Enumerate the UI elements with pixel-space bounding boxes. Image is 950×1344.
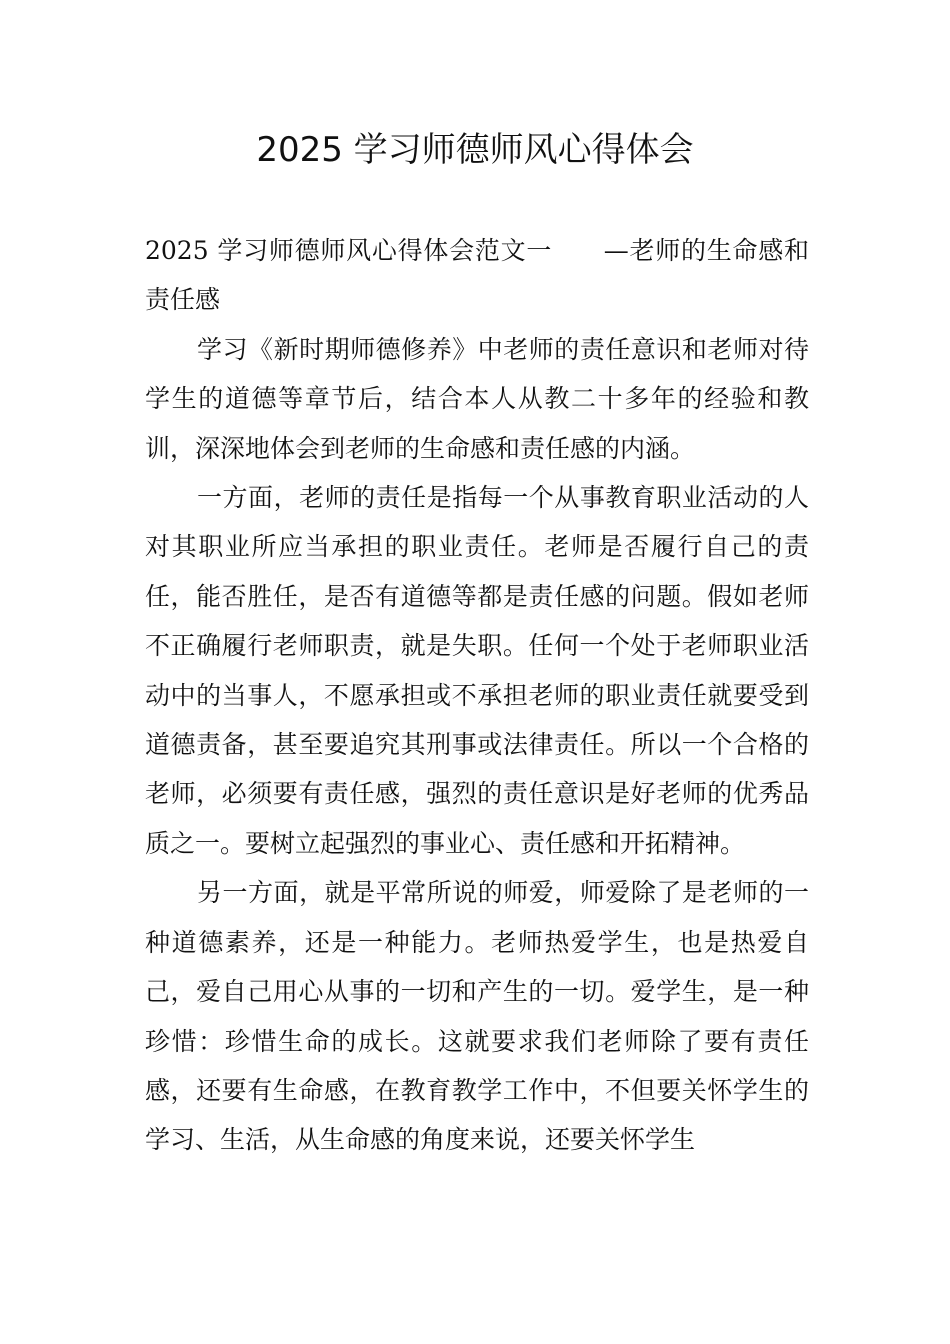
paragraph-1: 学习《新时期师德修养》中老师的责任意识和老师对待学生的道德等章节后，结合本人从教二十多年的经验和教训，深深地体会到老师的生命感和责任感的内涵。 bbox=[145, 334, 809, 463]
document-subtitle: 2025 学习师德师风心得体会范文一 —老师的生命感和责任感 bbox=[145, 236, 809, 315]
paragraph-3: 另一方面，就是平常所说的师爱，师爱除了是老师的一种道德素养，还是一种能力。老师热爱学生，也是热爱自己，爱自己用心从事的一切和产生的一切。爱学生，是一种珍惜：珍惜生命的成长。这就要求我们老师除了要有责任感，还要有生命感，在教育教学工作中，不但要关怀学生的学习、生活，从生命感的角度来说，还要关怀学生 bbox=[145, 878, 809, 1155]
document-title: 2025 学习师德师风心得体会 bbox=[256, 130, 694, 170]
document-body bbox=[145, 226, 809, 1165]
paragraph-2: 一方面，老师的责任是指每一个从事教育职业活动的人对其职业所应当承担的职业责任。老师是否履行自己的责任，能否胜任，是否有道德等都是责任感的问题。假如老师不正确履行老师职责，就是失职。任何一个处于老师职业活动中的当事人，不愿承担或不承担老师的职业责任就要受到道德责备，甚至要追究其刑事或法律责任。所以一个合格的老师，必须要有责任感，强烈的责任意识是好老师的优秀品质之一。要树立起强烈的事业心、责任感和开拓精神。 bbox=[145, 483, 809, 858]
